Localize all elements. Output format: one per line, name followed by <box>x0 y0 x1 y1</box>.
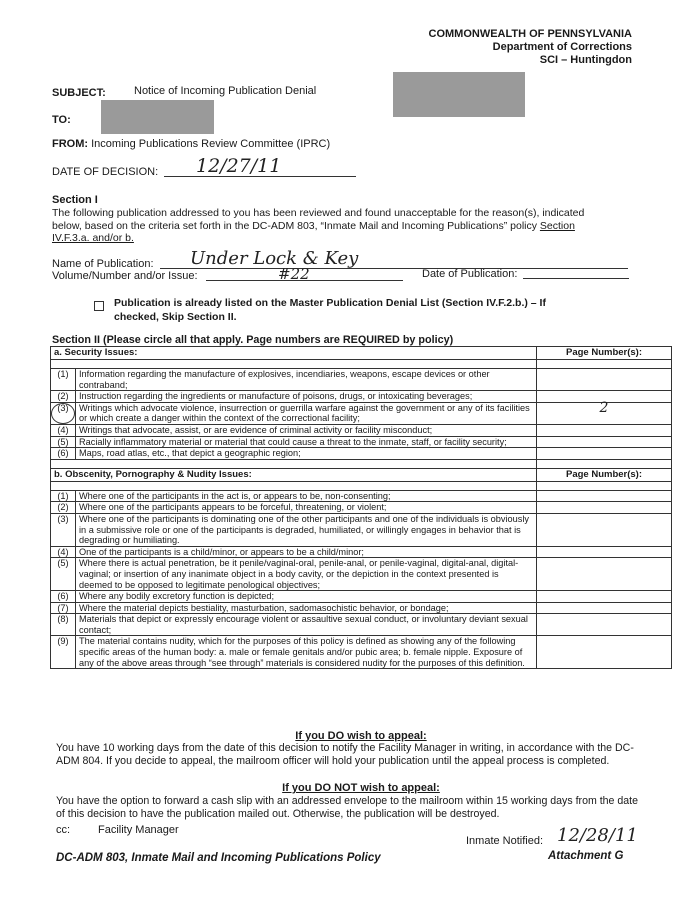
issue-page-number[interactable] <box>537 369 672 391</box>
security-issues-header: a. Security Issues: <box>51 347 537 360</box>
denial-list-text-line1: Publication is already listed on the Master Publication Denial List (Section IV.F.2.b.) – If <box>114 297 546 309</box>
section1-title: Section I <box>52 194 98 206</box>
issue-text: Where one of the participants in the act is, or appears to be, non-consenting; <box>76 490 537 502</box>
issue-number: (1) <box>51 369 76 391</box>
spacer-row <box>51 459 672 468</box>
letterhead-line1: COMMONWEALTH OF PENNSYLVANIA <box>428 28 632 40</box>
from-value: Incoming Publications Review Committee (IPRC) <box>91 138 331 150</box>
security-issue-row[interactable] <box>51 369 672 391</box>
issue-page-number[interactable] <box>537 558 672 591</box>
section1-text-line3 <box>52 232 652 245</box>
subject-value: Notice of Incoming Publication Denial <box>134 85 317 97</box>
issue-number-circled: (3) <box>51 402 76 424</box>
denial-list-text <box>114 296 546 324</box>
security-issue-row[interactable] <box>51 402 672 424</box>
inmate-notified-handwritten: 12/28/11 <box>557 825 638 846</box>
obscenity-header-row <box>51 468 672 481</box>
issue-number: (2) <box>51 502 76 514</box>
spacer-row <box>51 360 672 369</box>
issue-text: Where one of the participants is dominating one of the other participants and one of the individuals is obviously in a submissive role or one of the participants is degraded, humiliated, or willingly engages in behavior that is degrading or humiliating. <box>76 513 537 546</box>
volume-handwritten: #22 <box>278 265 310 283</box>
section1-policy-link: Section <box>539 219 575 232</box>
issue-number: (8) <box>51 614 76 636</box>
issue-text: Maps, road atlas, etc., that depict a geographic region; <box>76 448 537 460</box>
issue-number: (1) <box>51 490 76 502</box>
issue-number: (4) <box>51 424 76 436</box>
issue-number: (5) <box>51 558 76 591</box>
spacer-row <box>51 481 672 490</box>
issue-text: Information regarding the manufacture of explosives, incendiaries, weapons, escape devices or other contraband; <box>76 369 537 391</box>
issue-page-number[interactable] <box>537 502 672 514</box>
issue-text: Materials that depict or expressly encourage violent or assaultive sexual conduct, or involuntary deviant sexual contact; <box>76 614 537 636</box>
issue-page-number[interactable] <box>537 546 672 558</box>
security-issue-row[interactable] <box>51 424 672 436</box>
volume-label: Volume/Number and/or Issue: <box>52 270 198 282</box>
issue-text: Where the material depicts bestiality, masturbation, sadomasochistic behavior, or bondage; <box>76 602 537 614</box>
issue-page-number[interactable] <box>537 591 672 603</box>
issue-page-number[interactable] <box>537 490 672 502</box>
decision-handwritten-date: 12/27/11 <box>196 155 282 177</box>
issue-page-number[interactable] <box>537 513 672 546</box>
issue-page-number[interactable] <box>537 636 672 669</box>
issue-page-number[interactable] <box>537 436 672 448</box>
section1-text-line2-body: below, based on the criteria set forth in the DC-ADM 803, “Inmate Mail and Incoming Publications” policy <box>52 219 537 232</box>
page-numbers-header-b: Page Number(s): <box>537 468 672 481</box>
section1-text-line2 <box>52 220 652 233</box>
no-appeal-text: You have the option to forward a cash slip with an addressed envelope to the mailroom within 15 working days from the date of this decision to have the publication mailed out. Otherwise, the publication will be destroyed. <box>56 795 639 820</box>
obscenity-issue-row[interactable] <box>51 614 672 636</box>
security-issue-row[interactable] <box>51 391 672 403</box>
appeal-title: If you DO wish to appeal: <box>295 730 427 742</box>
issue-text: Racially inflammatory material or material that could cause a threat to the inmate, staff, or facility security; <box>76 436 537 448</box>
obscenity-issue-row[interactable] <box>51 636 672 669</box>
footer-policy: DC-ADM 803, Inmate Mail and Incoming Publications Policy <box>56 852 381 864</box>
issue-number: (2) <box>51 391 76 403</box>
no-appeal-title: If you DO NOT wish to appeal: <box>282 782 440 794</box>
issue-page-number[interactable] <box>537 614 672 636</box>
issue-number: (6) <box>51 591 76 603</box>
subject-label: SUBJECT: <box>52 87 106 99</box>
obscenity-issue-row[interactable] <box>51 558 672 591</box>
redacted-block-address <box>393 72 525 117</box>
issue-number: (3) <box>51 513 76 546</box>
issue-text: Where there is actual penetration, be it penile/vaginal-oral, penile-anal, or penile-vaginal, digital-anal, digital-vaginal; or insertion of any inanimate object in a body cavity, or the depiction in the context presented is deemed to be opposed to legitimate penological objectives; <box>76 558 537 591</box>
issue-number: (5) <box>51 436 76 448</box>
issue-number: (9) <box>51 636 76 669</box>
inmate-notified-label: Inmate Notified: <box>466 835 544 847</box>
letterhead <box>429 28 633 67</box>
decision-label: DATE OF DECISION: <box>52 166 159 178</box>
footer-attachment: Attachment G <box>548 850 624 862</box>
issue-text: Writings which advocate violence, insurrection or guerrilla warfare against the government or any of its facilities or which create a danger within the context of the correctional facility; <box>76 402 537 424</box>
issue-page-number[interactable] <box>537 424 672 436</box>
letterhead-line3: SCI – Huntingdon <box>539 54 632 66</box>
issue-text: The material contains nudity, which for the purposes of this policy is defined as showing any of the following specific areas of the human body: a. male or female genitals and/or pubic area; b. female nipple. Exposure of any of the above areas through “see through” materials is considered nudity for the purposes of this definition. <box>76 636 537 669</box>
appeal-text: You have 10 working days from the date of this decision to notify the Facility Manager in writing, in accordance with the DC-ADM 804. If you decide to appeal, the mailroom officer will hold your publication until the appeal process is completed. <box>56 742 634 767</box>
page-numbers-header: Page Number(s): <box>537 347 672 360</box>
section1-text-line1: The following publication addressed to you has been reviewed and found unacceptable for the reason(s), indicated <box>52 207 585 219</box>
obscenity-issue-row[interactable] <box>51 513 672 546</box>
denial-list-text-line2: checked, Skip Section II. <box>114 311 237 323</box>
issue-text: One of the participants is a child/minor, or appears to be a child/minor; <box>76 546 537 558</box>
issue-number: (7) <box>51 602 76 614</box>
date-of-publication-label: Date of Publication: <box>422 268 518 280</box>
cc-label: cc: <box>56 824 71 836</box>
obscenity-issue-row[interactable] <box>51 490 672 502</box>
issue-page-number[interactable] <box>537 602 672 614</box>
issue-number: (6) <box>51 448 76 460</box>
issue-page-number[interactable] <box>537 448 672 460</box>
denial-list-checkbox[interactable] <box>94 298 104 316</box>
issue-text: Instruction regarding the ingredients or manufacture of poisons, drugs, or intoxicating beverages; <box>76 391 537 403</box>
cc-value: Facility Manager <box>98 824 179 836</box>
issue-page-number[interactable]: 2 <box>537 402 672 424</box>
letterhead-line2: Department of Corrections <box>492 41 632 53</box>
obscenity-issue-row[interactable] <box>51 502 672 514</box>
security-issues-header-row <box>51 347 672 360</box>
obscenity-issue-row[interactable] <box>51 546 672 558</box>
section2-table <box>50 346 672 669</box>
to-label: TO: <box>52 114 71 126</box>
section1-policy-link-cont: IV.F.3.a. and/or b. <box>52 232 134 244</box>
issue-text: Where any bodily excretory function is depicted; <box>76 591 537 603</box>
redacted-block-recipient <box>101 100 214 134</box>
security-issue-row[interactable] <box>51 436 672 448</box>
issue-text: Writings that advocate, assist, or are evidence of criminal activity or facility misconduct; <box>76 424 537 436</box>
publication-name-handwritten: Under Lock & Key <box>190 248 359 269</box>
section2-title: Section II (Please circle all that apply. Page numbers are REQUIRED by policy) <box>52 334 454 346</box>
issue-number: (4) <box>51 546 76 558</box>
section1-text <box>52 207 652 245</box>
from-label: FROM: <box>52 138 89 150</box>
obscenity-issues-header: b. Obscenity, Pornography & Nudity Issues: <box>51 468 537 481</box>
issue-text: Where one of the participants appears to be forceful, threatening, or violent; <box>76 502 537 514</box>
from-field <box>52 138 330 150</box>
publication-name-label: Name of Publication: <box>52 258 154 270</box>
date-of-publication-underline <box>523 278 629 279</box>
obscenity-issue-row[interactable] <box>51 591 672 603</box>
obscenity-issue-row[interactable] <box>51 602 672 614</box>
security-issue-row[interactable] <box>51 448 672 460</box>
